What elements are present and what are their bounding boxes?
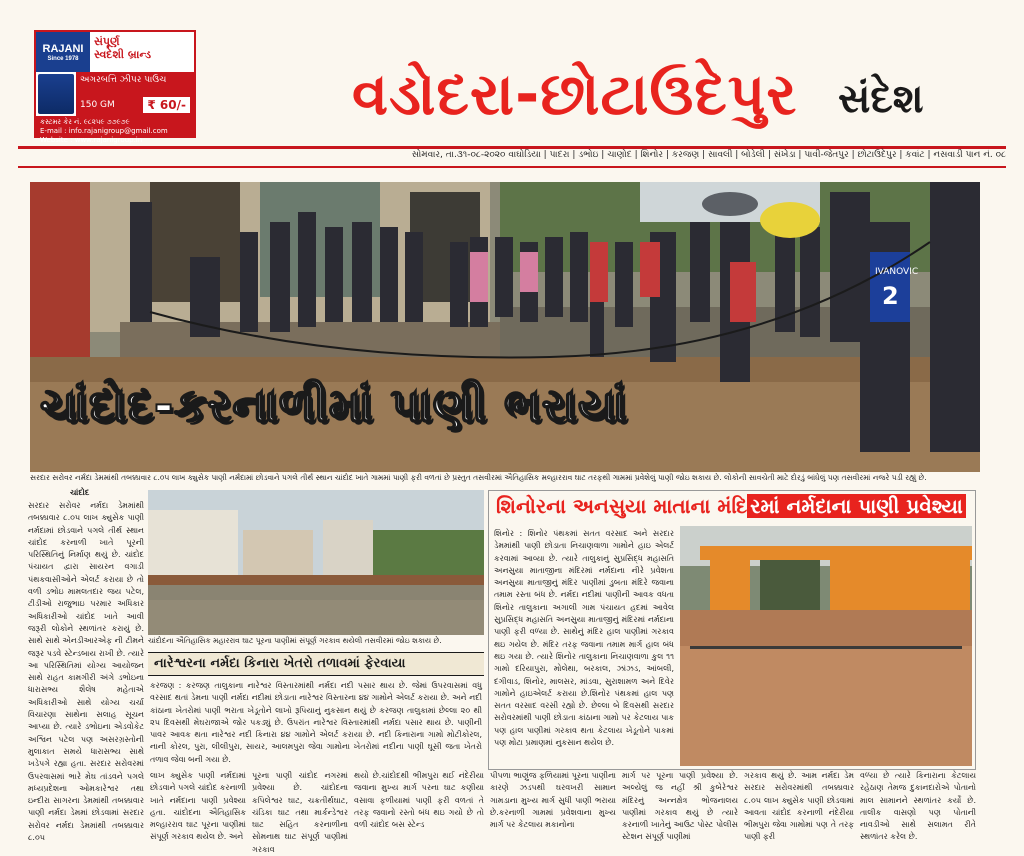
ad-weight: 150 GM xyxy=(80,100,115,110)
nareshwar-headline: નારેશ્વરના નર્મદા કિનારા ખેતરો તળાવમાં ફેરવાયા xyxy=(148,652,484,676)
bureau-label: ચાંદોદ xyxy=(70,488,90,497)
dateline: સોમવાર, તા.૩૧-૦૮-૨૦૨૦ વાઘોડિયા | પાદરા | ડભોઇ | ચાણોદ | શિનોર | કરજણ | સાવલી | બોડેલી | સંખેડા | પાવી-જેતપુર | છોટાઉદેપુર | કવાંટ | નસવાડી પાન નં. ૦૮ xyxy=(411,150,1006,160)
nareshwar-article-text: કરજણ : કરજણ તાલુકાના નારેશ્વર વિસ્તારમાંથી નર્મદા નદી પસાર થાય છે. જેમાં ઉપરવાસમાં વધુ વરસાદ થતાં ડેમના પાણી નર્મદા નદીમાં છોડાતા નારેશ્વર વિસ્તારના ૪૪ ગામોને એલર્ટ કરાયા છે. અને નદી કાંઠાના ખેતરોમાં પાણી ભરાતા ખેડૂતોને લાખો રૂપિયાનું નુકસાન થયું છે કરજણ તાલુકામાં છેલ્લા ૨૦ થી ૨૫ દિવસથી મેઘરાજાએ જોર પકડ્યું છે. ઉપરાંત નારેશ્વર વિસ્તારમાંથી નર્મદા પસાર થાય છે. પાણીની પાવર આવક થતા નારેશ્વર નદી કિનારા ૪૪ ગામોને એલર્ટ કરાયા છે. નદી કિનારાના ગામો મોટીકોરલ, નાની કોરલ, પુરા, લીલીપુરા, સાયર, આલમપુરા જેવા ગામોના ખેતરોમાં નદીના પાણી ઘૂસી જતા ખેતરો તળાવ જેવા બની ગયા છે. xyxy=(150,681,482,764)
chandod-ghat-photo[interactable] xyxy=(148,490,484,635)
chandod-ghat-caption: ચાંદોદના ઐતિહાસિક મહારરાવ ઘાટ પૂરના પાણીમાં સંપૂર્ણ ગરકાવ થયેલી તસવીરમાં જોઇ શકાય છે. xyxy=(148,636,442,645)
bottom-col-5: માર્ગ પર પૂરના પાણી પ્રવેશ્યા છે. અલ્યેલું જ નહીં શ્રી કુબેરેશ્વર મંદિરનું અન્નક્ષેત્ર ભોજનાલય પાણીમાં ગરકાવ થયું છે ત્યારે કરનાળી ખાતેનું આઉટ પોસ્ટ પોલીસ સ્ટેશન સંપૂર્ણ પાણીમાં xyxy=(622,771,738,842)
rajani-logo: RAJANI Since 1978 xyxy=(36,32,90,72)
top-story-headline: ચાંદોદ-કરનાળીમાં પાણી ભરાયાં xyxy=(40,378,628,432)
ad-product-name: અગરબત્તિ ઝીપર પાઉચ xyxy=(80,75,167,85)
masthead-title: વડોદરા-છોટાઉદેપુર xyxy=(352,60,798,128)
bottom-col-6: ગરકાવ થયું છે. આમ નર્મદા ડેમ સરદાર સરોવરમાંથી તબક્કાવાર ૮.૦૫ લાખ ક્યુસેક પાણી છોડવામાં આવતા ચાંદોદ કરનાળી નંદેરીયા ભીમપુરા જેવા ગામોમાં પણ તે તરફ પાણી ફરી xyxy=(744,771,854,842)
bottom-col-3: થયો છે.ચાંદોદથી ભીમપુરા થઈ નંદેરીયા જવાના મુખ્ય માર્ગ પરના ઘાટ કણીયા વસાવા ફળીયામાં પાણી ફરી વળતાં તે તરફ જવાનો રસ્તો બંધ થઇ ગયો છે તો વળી ચાંદોદ બસ સ્ટેન્ડ xyxy=(354,771,484,830)
ad-slogan: સંપૂર્ણ સ્વદેશી બ્રાન્ડ xyxy=(90,32,194,72)
col1-article-text: સરદાર સરોવર નર્મદા ડેમમાંથી તબક્કાવાર ૮.૦૫ લાખ ક્યુસેક પાણી નર્મદામાં છોડવાને પગલે તીર્થ સ્થાન ચાંદોદ કરનાળી ખાતે પૂરની પરિસ્થિતિનું નિર્માણ થયું છે. ચાંદોદ પંચાયત દ્વારા સાયરન વગાડી પંથકવાસીઓને એલર્ટ કરાયા છે તો વળી ડભોઇ મામલતદાર જય પટેલ, ટીડીઓ રાજુભાઇ પરમાર અધિકાર અધિકારીઓ ચાંદોદ ખાતે આવી જરૂરી લોકોને સ્થળાંતર કરાયું છે. સાથે સાથે એનડીઆરએફ ની ટીમને જરૂર પડવે સ્ટેન્ડબાય રાખી છે. ત્યારે આ પરિસ્થિતિમાં યોગ્ય આયોજન સાથે રાહત કામગીરી અંગે ડભોઇના ધારાસભ્ય શૈલેષ મહેતાએ અધિકારીઓ સાથે યોગ્ય ચર્ચા વિચારણા સાથેના સલાહ સૂચન આપ્યા છે. ત્યારે ડભોઇના એડવોકેટ અશ્વિન પટેલ પણ અસરગ્રસ્તોની મુલાકાત સમયે ધારાસભ્ય સાથે ખડેપગે રહ્યા હતા. સરદાર સરોવરમાં ઉપરવાસમાં ભારે મેઘ તાંડવને પગલે મધ્યપ્રદેશના ઓમકારેશ્વર તથા ઇન્દીરા સાગરના ડેમમાંથી તબક્કાવાર પાણી નર્મદા ડેમમાં છોડવામાં સરદાર સરોવર નર્મદા ડેમમાંથી તબક્કાવાર ૮.૦૫ xyxy=(28,501,144,843)
ad-price: ₹ 60/- xyxy=(143,97,190,113)
bottom-col-1: લાખ ક્યુસેક પાણી નર્મદામાં છોડવાને પગલે ચાંદોદ કરનાળી ખાતે નર્મદાના પાણી પ્રવેશ્યા હતા. ચાંદોદના ઐતિહાસિક મલ્હારરાવ ઘાટ પૂરના પાણીમાં સંપૂર્ણ ગરકાવ થયેલ છે. અને xyxy=(150,771,246,842)
anasuya-temple-photo[interactable] xyxy=(680,526,972,766)
jersey-number: 2 xyxy=(882,282,899,310)
masthead-rule-top xyxy=(18,146,1006,149)
incense-pack-image xyxy=(38,74,74,114)
shinor-article-text: શિનોર : શિનોર પંથકમાં સતત વરસાદ અને સરદાર ડેમમાંથી પાણી છોડાતા નિચાણવાળા ગામોને હાઇ એલર્ટ કરવામાં આવ્યા છે. ત્યારે તાલુકાનું સુપ્રસિદ્ધ મહાસતિ અનસુયા માતાજીના મંદિરમાં નર્મદાના નીરે પ્રવેશતા અનસુયા માતાજીનું મંદિર પાણીમાં ડુબતા મંદિરે જવાના તમામ રસ્તા બંધ છે. નર્મદા નદીમાં પાણીની આવક વધતા શિનોર તાલુકાના અગાલી ગામ પંચાયત હદમાં આવેલ સુપ્રસિદ્ધ મહાસતિ અનસુયા માતાજીનું મંદિરમાં નર્મદાના પાણી ફરી વળ્યા છે. સાથેનું મંદિર હાલ પાણીમાં ગરકાવ થઇ ગયેલ છે. મંદિર તરફ જવાના તમામ માર્ગ હાલ બંધ થઇ ગયા છે. ત્યારે શિનોર તાલુકાના નિચાણવાળા કુલ ૧૧ ગામો દરિયાપુરા, મોલેથા, બરકાલ, ઝાંઝડ, આંબલી, દંગીવાડ, શિનોર, માલસર, માંડવા, સુરાશામળ અને દિવેર ગામોને હાઇએલર્ટ કરાયા છે.શિનોર પંથકમાં હાલ પણ સતત વરસાદ વરસી રહ્યો છે. છેલ્લા બે દિવસથી સરદાર સરોવરમાંથી પાણી છોડાતા કાંઠાના ગામો પર કેટલાય પાક પણ હાલ પાણીમાં ગરકાવ થતા કેટલાય ખેડૂતોને પાકમાં પણ મોટા પ્રમાણમાં નુકસાન થયેલ છે. xyxy=(494,529,674,748)
bottom-col-4: પીપળા ભાણુંજ ફળિયામાં પૂરના પાણીના કારણે ઝડપથી ઘરવખરી સામાન ગામડાના મુખ્ય માર્ગ સુધી પાણી ભરાયા છે.કરનાળી ગામમાં પ્રવેશવાના મુખ્ય માર્ગ પર કેટલાય મકાનોના xyxy=(490,771,616,830)
masthead-rule-bottom xyxy=(18,166,1006,168)
top-story-caption: સરદાર સરોવર નર્મદા ડેમમાંથી તબક્કાવાર ૮.૦૫ લાખ ક્યુસેક પાણી નર્મદામાં છોડવાને પગલે તીર્થ સ્થાન ચાંદોદ ખાતે ગામમાં પાણી ફરી વળતાં છે પ્રસ્તુત તસવીરમાં ઐતિહાસિક મલ્હારરાવ ઘાટ તરફથી ગામમાં પ્રવેશેલું પાણી જોઇ શકાય છે. લોકોની સાવચેતી માટે દોરડું બાંધેલું પણ તસવીરમાં નજરે પડી રહ્યું છે. xyxy=(30,473,927,482)
masthead-brand: સંદેશ xyxy=(838,76,924,122)
bottom-col-2: પૂરના પાણી ચાંદોદ નગરમાં પ્રવેશ્યા છે. ચાંદોદના કપિલેશ્વર ઘાટ, ચક્રતીર્થઘાટ, ચંડિકા ઘાટ તથા માર્કન્ડેશ્વર ઘાટ સહિત કરનાળીના સોમનાથ ઘાટ સંપૂર્ણ પાણીમાં ગરકાવ xyxy=(252,771,348,854)
ad-contact: કસ્ટમર કેર નં. ૯૮૨૫૯ ૭૭૯૭૯ E-mail : info.rajanigroup@gmail.com Website : www.rajanigroup.in xyxy=(36,116,194,136)
jersey-name: IVANOVIC xyxy=(875,267,919,277)
bottom-col-7: વળ્યા છે ત્યારે કિનારાના કેટલાય રહેઠાણ તેમજ દુકાનદારોએ પોતાનો માલ સામાનને સ્થળાંતર કર્યો છે. તાલીક વાસણો પણ પોતાની નાવડીઓ સાથે સલામત રીતે સ્થળાંતર કરેલ છે. xyxy=(860,771,976,842)
shinor-headline: શિનોરના અનસુયા માતાના મંદિ રમાં નર્મદાના પાણી પ્રવેશ્યા xyxy=(496,494,970,524)
rajani-advertisement[interactable] xyxy=(34,30,196,144)
